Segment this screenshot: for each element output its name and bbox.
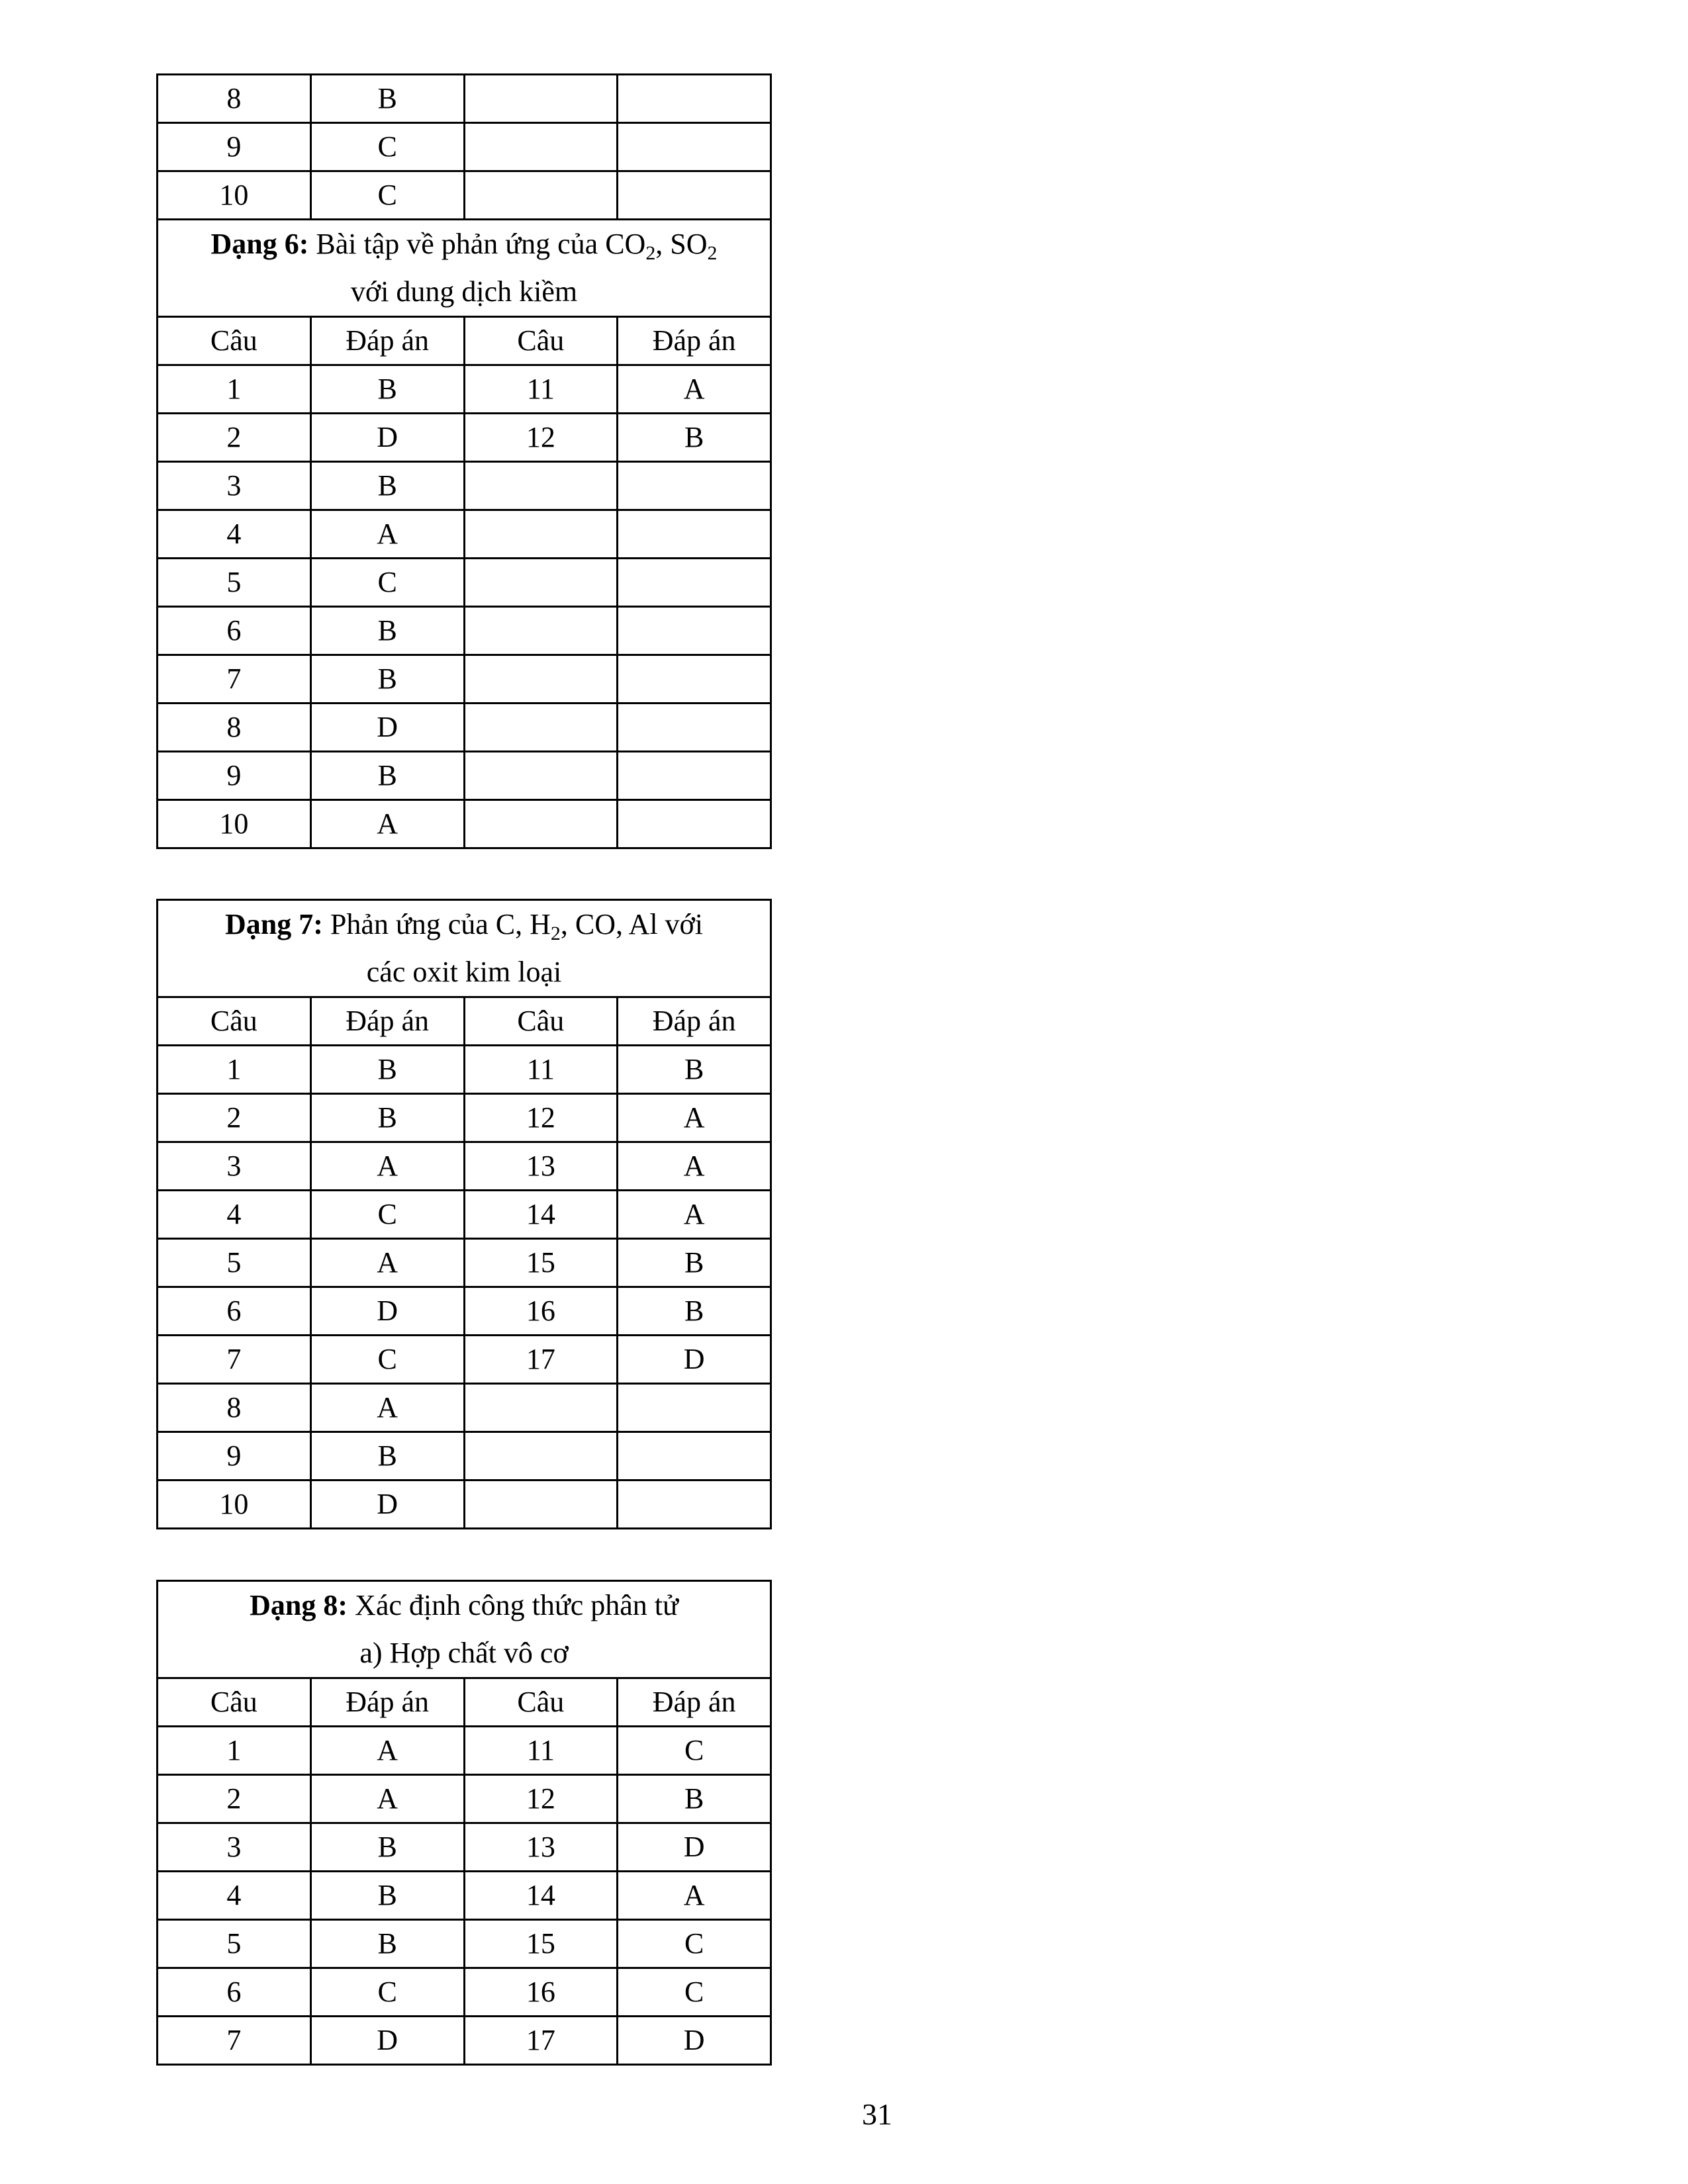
column-header: Đáp án (310, 1678, 464, 1727)
column-header: Câu (464, 317, 618, 365)
section-8-title: Dạng 8: Xác định công thức phân tử a) Hợp chất vô cơ (158, 1581, 771, 1678)
column-header: Câu (158, 1678, 311, 1727)
table-row: 4 A (158, 510, 771, 559)
table-row: 5 C (158, 559, 771, 607)
header-row (158, 997, 771, 1046)
column-header: Đáp án (618, 317, 771, 365)
table-row: 5 A 15 B (158, 1239, 771, 1287)
table-row: 2 D 12 B (158, 414, 771, 462)
table-row: 10 A (158, 800, 771, 848)
section-label: Dạng 6: (211, 228, 309, 260)
table-row: 9 C (158, 123, 771, 171)
table-row: 5 B 15 C (158, 1920, 771, 1968)
section-7-title: Dạng 7: Phản ứng của C, $H_2$, CO, Al với các oxit kim loại (158, 900, 771, 997)
table-row: 8 B (158, 75, 771, 123)
table-row: 1 A 11 C (158, 1727, 771, 1775)
answer-table-section-7 (156, 899, 772, 1529)
column-header: Đáp án (310, 317, 464, 365)
section-title-row (158, 900, 771, 997)
section-title-row (158, 1581, 771, 1678)
table-row: 8 D (158, 704, 771, 752)
table-row: 6 B (158, 607, 771, 655)
column-header: Câu (464, 1678, 618, 1727)
header-row (158, 1678, 771, 1727)
section-6-title: Dạng 6: Bài tập về phản ứng của $CO_2$, $SO_2$ với dung dịch kiềm (158, 220, 771, 317)
section-title-row (158, 220, 771, 317)
column-header: Đáp án (310, 997, 464, 1046)
section-label: Dạng 8: (250, 1589, 348, 1621)
table-row: 3 A 13 A (158, 1142, 771, 1191)
table-row: 4 C 14 A (158, 1191, 771, 1239)
table-row: 6 D 16 B (158, 1287, 771, 1336)
column-header: Đáp án (618, 997, 771, 1046)
page-number: 31 (862, 2097, 892, 2131)
table-row: 1 B 11 B (158, 1046, 771, 1094)
table-row: 3 B 13 D (158, 1823, 771, 1872)
table-row: 2 B 12 A (158, 1094, 771, 1142)
table-row: 10 C (158, 171, 771, 220)
column-header: Đáp án (618, 1678, 771, 1727)
answer-table-section-8 (156, 1580, 772, 2066)
table-row: 7 C 17 D (158, 1336, 771, 1384)
table-row: 10 D (158, 1480, 771, 1529)
table-row: 7 B (158, 655, 771, 704)
table-row: 4 B 14 A (158, 1872, 771, 1920)
section-label: Dạng 7: (224, 908, 323, 940)
header-row (158, 317, 771, 365)
table-row: 2 A 12 B (158, 1775, 771, 1823)
table-row: 9 B (158, 752, 771, 800)
table-row: 1 B 11 A (158, 365, 771, 414)
table-row: 8 A (158, 1384, 771, 1432)
table-row: 3 B (158, 462, 771, 510)
table-row: 9 B (158, 1432, 771, 1480)
answer-table-section-6 (156, 73, 772, 849)
column-header: Câu (158, 997, 311, 1046)
column-header: Câu (464, 997, 618, 1046)
section-6-body (158, 220, 771, 848)
continued-rows (158, 75, 771, 220)
table-row: 6 C 16 C (158, 1968, 771, 2017)
column-header: Câu (158, 317, 311, 365)
table-row: 7 D 17 D (158, 2017, 771, 2065)
